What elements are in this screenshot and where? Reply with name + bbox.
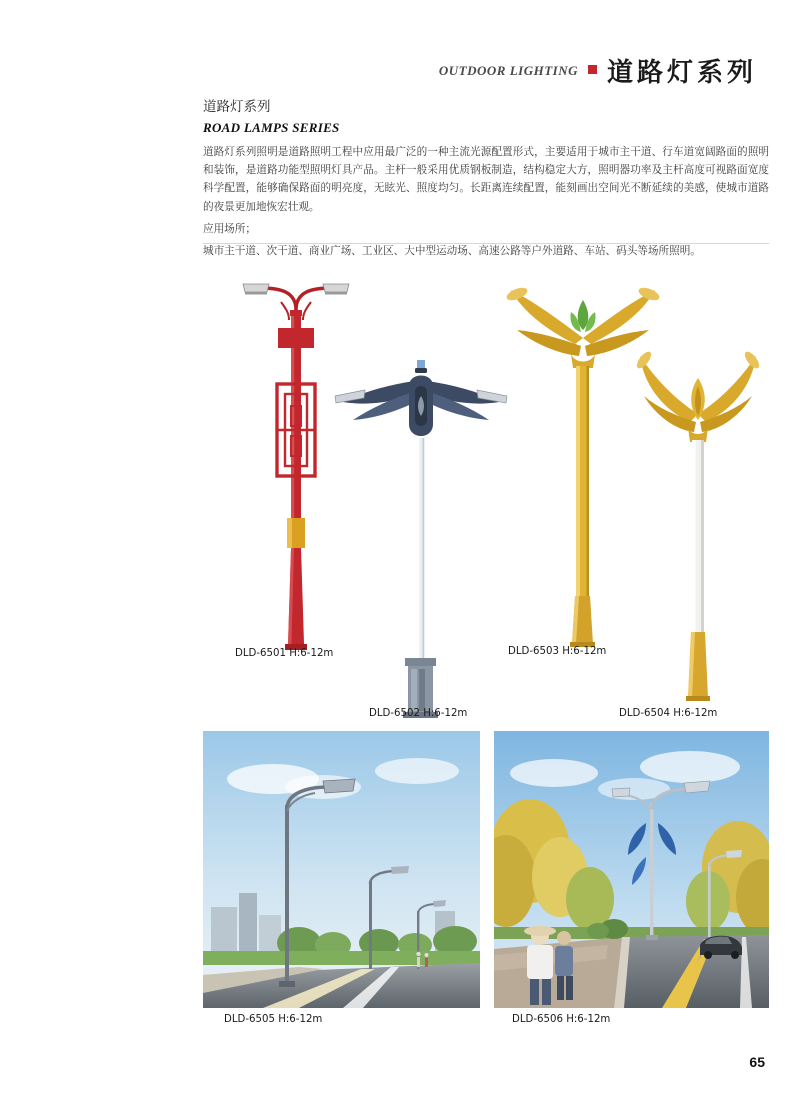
dld-6502-illustration (331, 328, 511, 718)
intro-description: 道路灯系列照明是道路照明工程中应用最广泛的一种主流光源配置形式，主要适用于城市主干道、行车道宽阔路面的照明和装饰，是道路功能型照明灯具产品。主杆一般采用优质钢板制造，结构稳定大方，照明器功率及主杆高度可视路面宽度科学配置，能够确保路面的明亮度，无眩光、照度均匀。长距离连续配置，能刻画出空间光不断延续的美感，使城市道路的夜景更加地恢宏壮观。 (203, 146, 769, 213)
header-english-title: OUTDOOR LIGHTING (438, 62, 578, 78)
section-title-cn: 道路灯系列 (203, 99, 271, 115)
caption-dld-6505: DLD-6505 H:6-12m (224, 1014, 323, 1025)
dld-6505-photo (203, 731, 480, 1008)
product-photo-dld-6506 (494, 731, 769, 1008)
product-figure-dld-6504 (618, 330, 778, 715)
intro-block (203, 95, 769, 260)
section-title-en: ROAD LAMPS SERIES (203, 120, 340, 135)
product-figures (203, 258, 769, 723)
application-description: 城市主干道、次干道、商业广场、工业区、大中型运动场、高速公路等户外道路、车站、码头等场所照明。 (203, 245, 701, 258)
application-label: 应用场所； (203, 222, 256, 235)
caption-dld-6506: DLD-6506 H:6-12m (512, 1014, 611, 1025)
dld-6506-photo (494, 731, 769, 1008)
caption-dld-6501: DLD-6501 H:6-12m (235, 648, 334, 659)
header-chinese-title: 道路灯系列 (606, 58, 757, 88)
product-figure-dld-6502 (331, 328, 511, 718)
caption-dld-6503: DLD-6503 H:6-12m (508, 646, 607, 657)
intro-divider (203, 243, 769, 244)
page-number: 65 (749, 1054, 765, 1070)
caption-dld-6504: DLD-6504 H:6-12m (619, 708, 718, 719)
caption-dld-6502: DLD-6502 H:6-12m (369, 708, 468, 719)
page-header (439, 52, 757, 89)
dld-6504-illustration (618, 330, 778, 715)
product-photo-dld-6505 (203, 731, 480, 1008)
header-square-marker (588, 65, 597, 74)
